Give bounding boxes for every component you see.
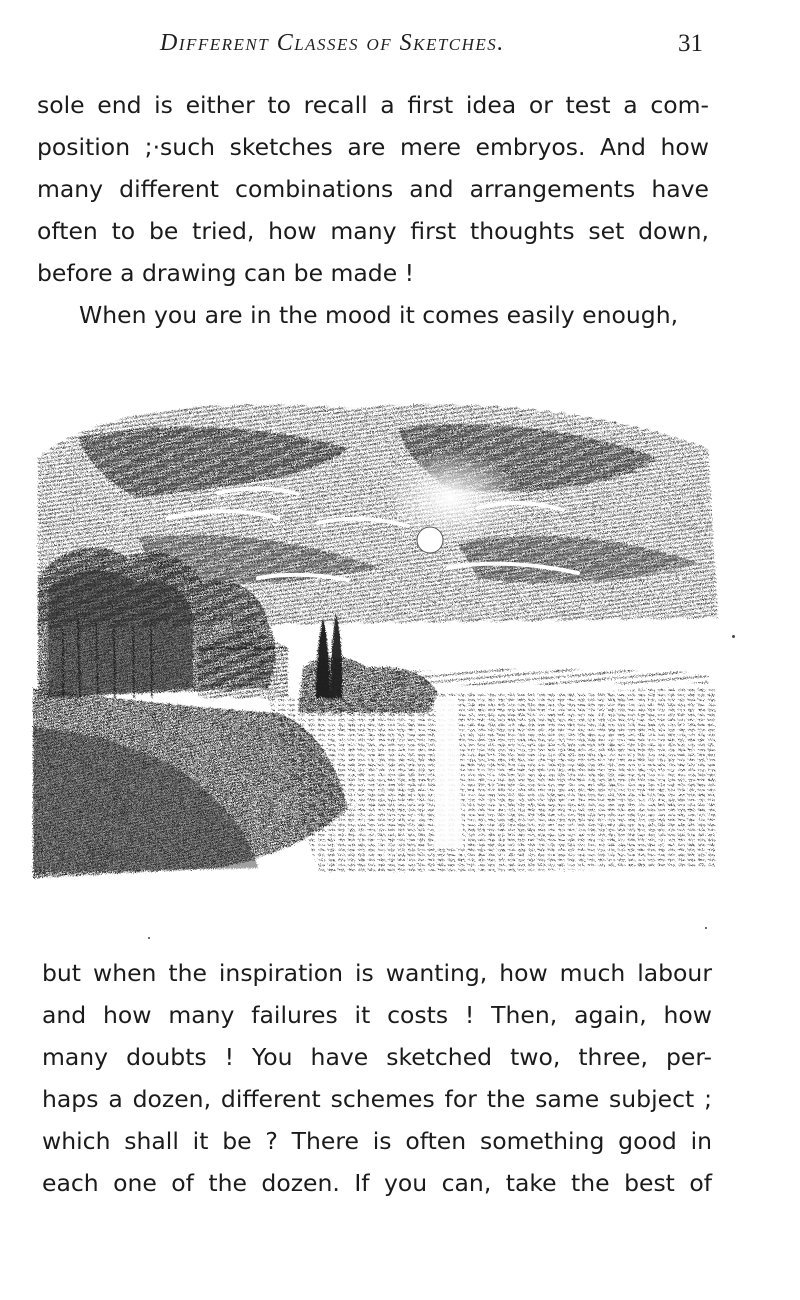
engraving-drawing: [18, 368, 734, 898]
body-text-top: [37, 84, 709, 336]
text-line: but when the inspiration is wanting, how much labour: [42, 959, 712, 987]
text-line: before a drawing can be made !: [37, 259, 415, 287]
text-line: position ;·such sketches are mere embryos. And how: [37, 133, 709, 161]
moon-icon: [417, 527, 443, 553]
text-line: and how many failures it costs ! Then, again, how: [42, 1001, 712, 1029]
stray-mark: [148, 937, 150, 939]
text-line: often to be tried, how many first thoughts set down,: [37, 217, 709, 245]
running-title: Different Classes of Sketches.: [160, 30, 505, 56]
body-text-bottom: [42, 952, 712, 1204]
stray-mark: [705, 927, 707, 929]
running-header: [0, 30, 800, 64]
text-line: each one of the dozen. If you can, take the best of: [42, 1169, 712, 1197]
page-number: 31: [678, 30, 703, 57]
paragraph-start-line: When you are in the mood it comes easily enough,: [79, 301, 679, 329]
stray-mark: [732, 635, 735, 638]
text-line: haps a dozen, different schemes for the same subject ;: [42, 1085, 712, 1113]
text-line: which shall it be ? There is often something good in: [42, 1127, 712, 1155]
text-line: many different combinations and arrangements have: [37, 175, 709, 203]
far-shore: [378, 669, 708, 686]
moonlit-river-illustration: [18, 368, 734, 898]
text-line: sole end is either to recall a first idea or test a com-: [37, 91, 709, 119]
text-line: many doubts ! You have sketched two, three, per-: [42, 1043, 712, 1071]
